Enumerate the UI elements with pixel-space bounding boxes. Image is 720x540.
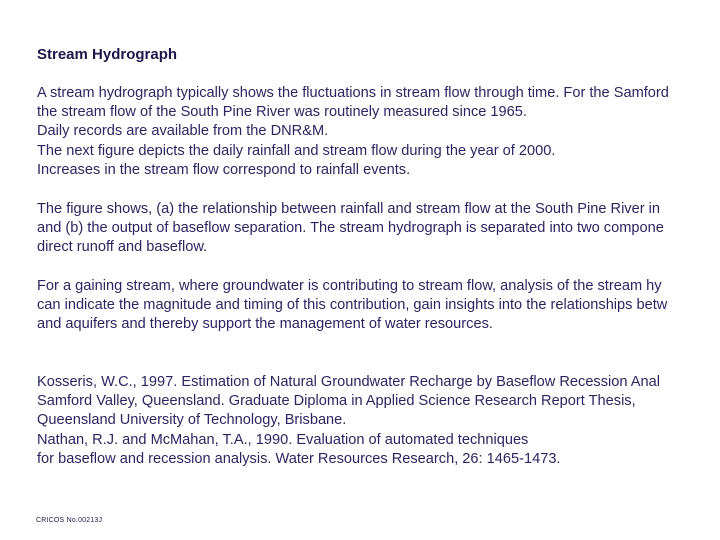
text-line: and aquifers and thereby support the management of water resources.: [37, 316, 493, 333]
text-line: direct runoff and baseflow.: [37, 239, 208, 256]
intro-paragraph: [37, 84, 669, 180]
gaining-stream-paragraph: [37, 277, 667, 335]
text-line: The next figure depicts the daily rainfall and stream flow during the year of 2000.: [37, 142, 556, 159]
text-line: A stream hydrograph typically shows the fluctuations in stream flow through time. For the Samford: [37, 85, 669, 101]
text-line: For a gaining stream, where groundwater is contributing to stream flow, analysis of the stream hy: [37, 278, 662, 294]
figure-description-paragraph: [37, 200, 664, 258]
reference-line: Samford Valley, Queensland. Graduate Diploma in Applied Science Research Report Thesis,: [37, 393, 636, 410]
text-line: The figure shows, (a) the relationship between rainfall and stream flow at the South Pine River in: [37, 201, 660, 217]
reference-line: Queensland University of Technology, Brisbane.: [37, 412, 347, 429]
text-line: Daily records are available from the DNR&M.: [37, 123, 329, 140]
text-line: can indicate the magnitude and timing of this contribution, gain insights into the relationships betw: [37, 297, 668, 314]
text-line: and (b) the output of baseflow separation. The stream hydrograph is separated into two compone: [37, 220, 664, 237]
text-line: Increases in the stream flow correspond to rainfall events.: [37, 161, 411, 178]
cricos-footer: CRICOS No.00213J: [36, 517, 103, 524]
references: [37, 373, 660, 469]
slide-title: Stream Hydrograph: [37, 46, 178, 63]
reference-line: Kosseris, W.C., 1997. Estimation of Natural Groundwater Recharge by Baseflow Recession Anal: [37, 374, 660, 390]
reference-line: Nathan, R.J. and McMahan, T.A., 1990. Evaluation of automated techniques: [37, 431, 529, 448]
reference-line: for baseflow and recession analysis. Water Resources Research, 26: 1465-1473.: [37, 450, 561, 467]
text-line: the stream flow of the South Pine River was routinely measured since 1965.: [37, 104, 527, 121]
